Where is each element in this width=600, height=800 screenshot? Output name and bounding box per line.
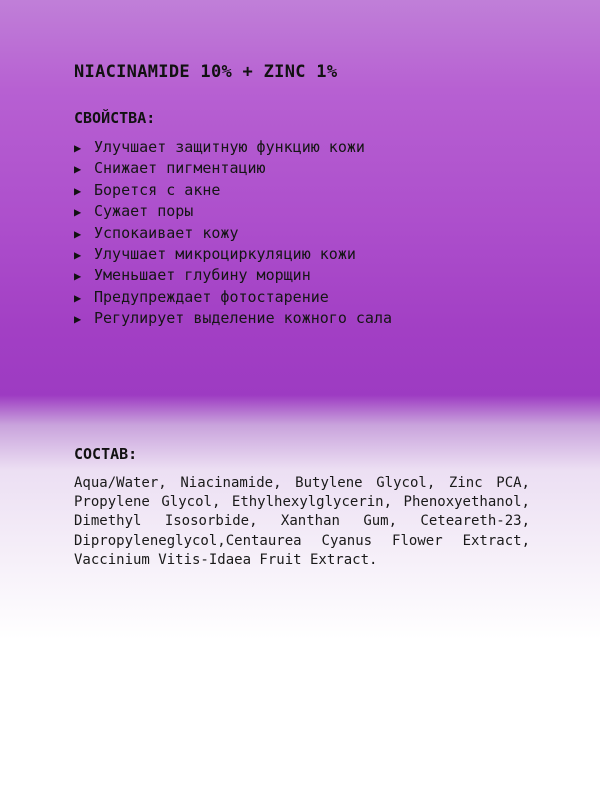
property-text: Снижает пигментацию <box>94 159 266 178</box>
triangle-right-icon: ▶ <box>74 226 82 241</box>
triangle-right-icon: ▶ <box>74 312 82 327</box>
triangle-right-icon: ▶ <box>74 269 82 284</box>
property-text: Улучшает микроциркуляцию кожи <box>94 244 356 263</box>
triangle-right-icon: ▶ <box>74 183 82 198</box>
triangle-right-icon: ▶ <box>74 141 82 155</box>
property-text: Улучшает защитную функцию кожи <box>94 138 365 156</box>
list-item <box>74 137 392 158</box>
composition-heading: СОСТАВ: <box>74 445 138 463</box>
product-title: NIACINAMIDE 10% + ZINC 1% <box>74 62 338 82</box>
triangle-right-icon: ▶ <box>74 162 82 177</box>
property-text: Уменьшает глубину морщин <box>94 266 311 285</box>
list-item <box>74 308 392 329</box>
list-item <box>74 201 392 222</box>
properties-heading: СВОЙСТВА: <box>74 109 156 127</box>
property-text: Успокаивает кожу <box>94 223 239 242</box>
triangle-right-icon: ▶ <box>74 205 82 220</box>
list-item <box>74 223 392 244</box>
list-item <box>74 180 392 201</box>
list-item <box>74 287 392 308</box>
list-item <box>74 244 392 265</box>
property-text: Борется с акне <box>94 180 221 199</box>
triangle-right-icon: ▶ <box>74 290 82 305</box>
composition-text: Aqua/Water, Niacinamide, Butylene Glycol, Zinc PCA, Propylene Glycol, Ethylhexylglycerin, Phenoxyethanol, Dimethyl Isosorbide, Xanthan Gum, Ceteareth-23, Dipropyleneglycol,Centaurea Cyanus Flower Extract, Vaccinium Vitis-Idaea Fruit Extract. <box>74 475 530 568</box>
property-text: Предупреждает фотостарение <box>94 287 329 306</box>
list-item <box>74 158 392 179</box>
properties-list <box>74 137 392 330</box>
property-text: Регулирует выделение кожного сала <box>94 309 393 328</box>
triangle-right-icon: ▶ <box>74 247 82 262</box>
list-item <box>74 265 392 286</box>
property-text: Сужает поры <box>94 202 194 221</box>
